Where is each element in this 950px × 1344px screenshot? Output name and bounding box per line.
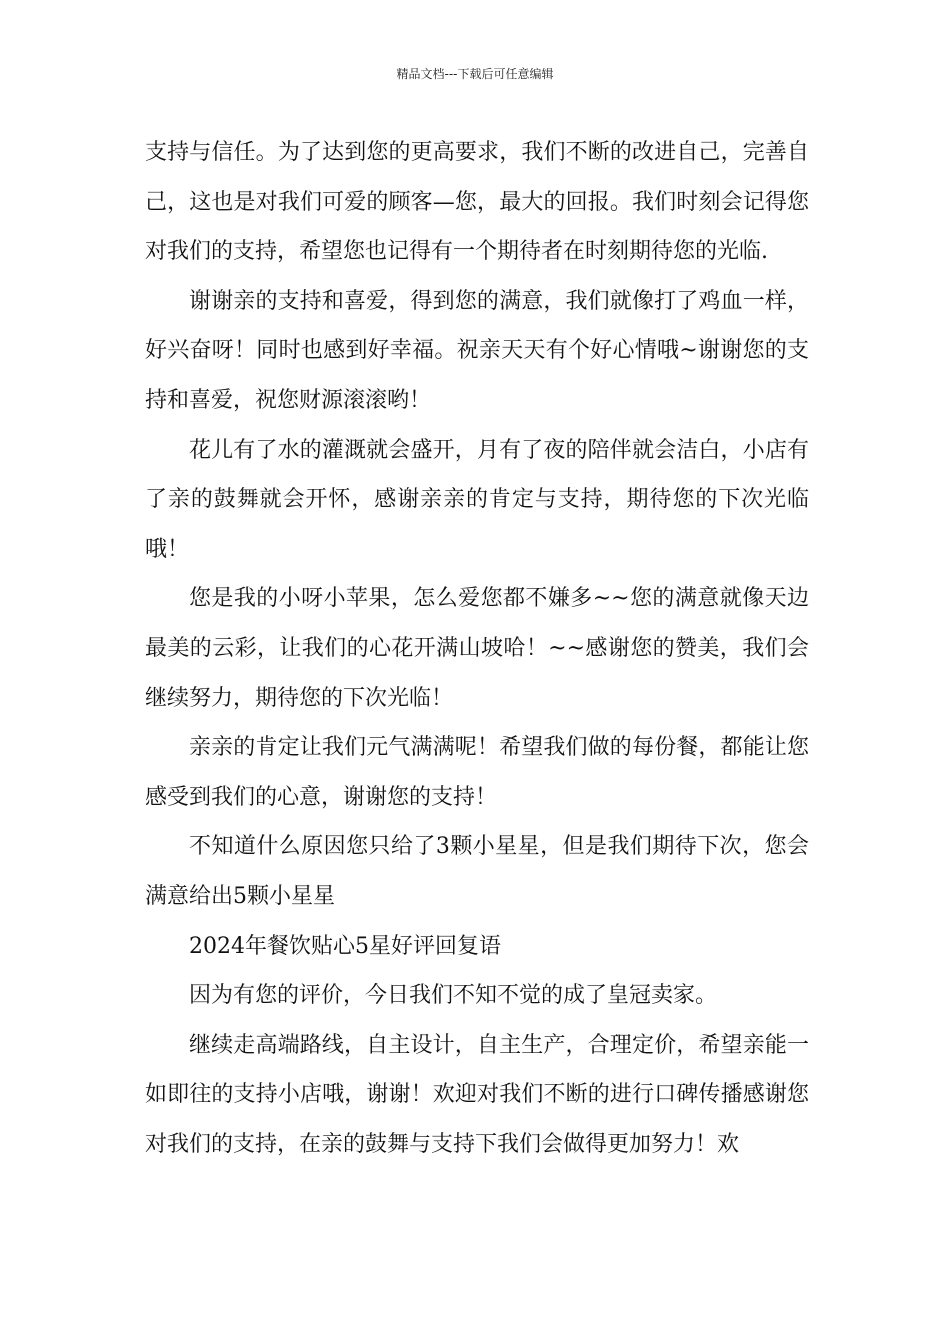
page-header: 精品文档---下载后可任意编辑 bbox=[396, 67, 554, 81]
paragraph: 继续走高端路线，自主设计，自主生产，合理定价，希望亲能一如即往的支持小店哦，谢谢！欢迎对我们不断的进行口碑传播感谢您对我们的支持，在亲的鼓舞与支持下我们会做得更加努力！欢 bbox=[145, 1032, 809, 1157]
paragraph: 您是我的小呀小苹果，怎么爱您都不嫌多~~您的满意就像天边最美的云彩，让我们的心花开满山坡哈！~~感谢您的赞美，我们会继续努力，期待您的下次光临！ bbox=[145, 586, 809, 711]
paragraph: 谢谢亲的支持和喜爱，得到您的满意，我们就像打了鸡血一样，好兴奋呀！同时也感到好幸福。祝亲天天有个好心情哦~谢谢您的支持和喜爱，祝您财源滚滚哟！ bbox=[145, 288, 809, 413]
paragraph: 因为有您的评价，今日我们不知不觉的成了皇冠卖家。 bbox=[189, 983, 718, 1009]
paragraph: 花儿有了水的灌溉就会盛开，月有了夜的陪伴就会洁白，小店有了亲的鼓舞就会开怀，感谢亲亲的肯定与支持，期待您的下次光临哦！ bbox=[145, 437, 809, 562]
section-heading: 2024年餐饮贴心5星好评回复语 bbox=[189, 933, 501, 959]
document-body bbox=[145, 128, 809, 1169]
paragraph: 支持与信任。为了达到您的更高要求，我们不断的改进自己，完善自己，这也是对我们可爱的顾客—您，最大的回报。我们时刻会记得您对我们的支持，希望您也记得有一个期待者在时刻期待您的光临. bbox=[145, 140, 809, 265]
paragraph: 亲亲的肯定让我们元气满满呢！希望我们做的每份餐，都能让您感受到我们的心意，谢谢您的支持！ bbox=[145, 735, 809, 810]
paragraph: 不知道什么原因您只给了3颗小星星，但是我们期待下次，您会满意给出5颗小星星 bbox=[145, 834, 809, 909]
